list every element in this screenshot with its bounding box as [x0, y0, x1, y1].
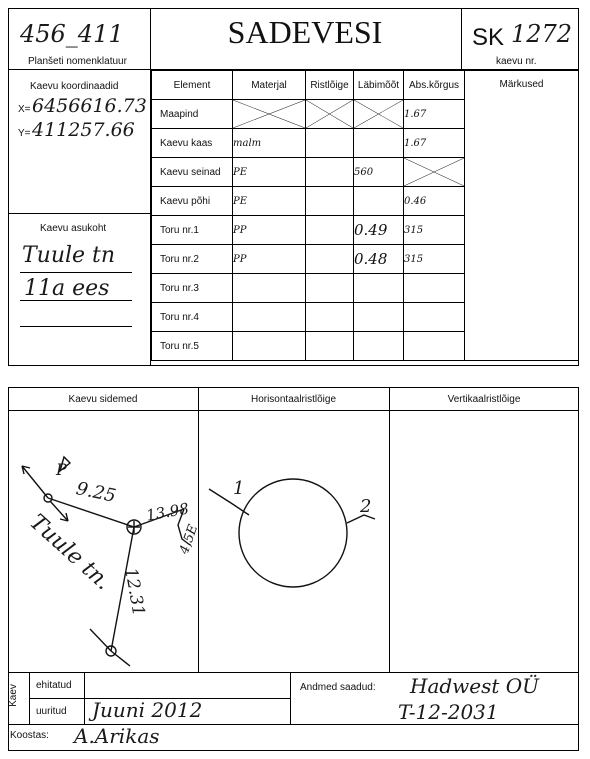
row-element: Kaevu seinad	[152, 158, 233, 187]
built-label: ehitatud	[36, 680, 72, 691]
data-from-label: Andmed saadud:	[300, 682, 376, 693]
row-element: Kaevu kaas	[152, 129, 233, 158]
nomenclature-label: Planšeti nomenklatuur	[28, 56, 127, 67]
location-divider	[8, 213, 151, 214]
compiled-value: A.Arikas	[74, 724, 160, 748]
footer-top-rule	[8, 672, 579, 673]
horizontal-section-drawing	[199, 411, 389, 672]
row-ristloige	[306, 187, 354, 216]
row-element: Toru nr.3	[152, 274, 233, 303]
row-abs: 315	[404, 245, 465, 274]
well-prefix: SK	[472, 24, 505, 51]
row-abs: 0.46	[404, 187, 465, 216]
footer-data-col	[290, 672, 291, 724]
row-element: Toru nr.4	[152, 303, 233, 332]
coords-x-prefix: X=	[18, 104, 31, 115]
table-header-row	[152, 71, 579, 100]
nomenclature-value: 456_411	[20, 20, 124, 48]
crossed-cell	[404, 158, 465, 187]
coords-y-value: 411257.66	[32, 119, 135, 141]
connections-title: Kaevu sidemed	[68, 394, 138, 405]
location-line1: Tuule tn	[22, 243, 116, 268]
th-markused: Märkused	[465, 71, 579, 361]
coords-label: Kaevu koordinaadid	[30, 81, 119, 92]
th-labimoot: Läbimõõt	[354, 71, 404, 100]
surveyed-label: uuritud	[36, 706, 67, 717]
row-materjal: malm	[233, 129, 306, 158]
sketch-dist1: 9.25	[74, 478, 118, 507]
coords-x-value: 6456616.73	[32, 95, 147, 117]
row-labimoot	[354, 187, 404, 216]
sketch-mark-e: 4,5E	[176, 522, 202, 557]
section-divider-2	[389, 387, 390, 672]
row-abs: 1.67	[404, 129, 465, 158]
location-line2: 11a ees	[24, 276, 110, 301]
row-abs: 1.67	[404, 100, 465, 129]
location-rule3	[20, 326, 132, 327]
row-materjal: PE	[233, 158, 306, 187]
vertical-section-title: Vertikaalristlõige	[447, 394, 521, 405]
elements-table	[151, 70, 579, 361]
row-ristloige	[306, 245, 354, 274]
th-ristloige: Ristlõige	[306, 71, 354, 100]
th-element: Element	[152, 71, 233, 100]
row-element: Toru nr.1	[152, 216, 233, 245]
sketch-street: Tuule tn.	[24, 509, 116, 596]
row-ristloige	[306, 158, 354, 187]
row-element: Toru nr.2	[152, 245, 233, 274]
well-number-label: kaevu nr.	[496, 56, 537, 67]
pipe-2-label: 2	[360, 496, 372, 517]
sketch-dist3: 12.31	[120, 566, 149, 618]
location-label: Kaevu asukoht	[40, 223, 107, 234]
page-title: SADEVESI	[227, 14, 383, 50]
pipe-1-label: 1	[233, 478, 245, 499]
sketch-mark-p: P	[56, 460, 67, 479]
row-ristloige	[306, 216, 354, 245]
row-materjal: PP	[233, 216, 306, 245]
row-materjal: PE	[233, 187, 306, 216]
row-labimoot: 0.48	[354, 245, 404, 274]
well-circle	[239, 479, 347, 587]
row-labimoot: 0.49	[354, 216, 404, 245]
th-abs: Abs.kõrgus	[404, 71, 465, 100]
row-element: Toru nr.5	[152, 332, 233, 361]
footer-label-col	[84, 672, 85, 724]
row-ristloige	[306, 129, 354, 158]
location-rule2	[20, 300, 132, 301]
location-rule1	[20, 272, 132, 273]
compiled-label: Koostas:	[10, 730, 49, 741]
row-labimoot	[354, 129, 404, 158]
well-number: 1272	[511, 20, 573, 48]
sketch-dist2: 13.98	[144, 499, 191, 525]
row-element: Kaevu põhi	[152, 187, 233, 216]
coords-y-prefix: Y=	[18, 128, 31, 139]
row-element: Maapind	[152, 100, 233, 129]
crossed-cell	[306, 100, 354, 129]
connections-sketch	[8, 411, 198, 672]
row-materjal: PP	[233, 245, 306, 274]
data-from-value1: Hadwest OÜ	[410, 674, 540, 698]
crossed-cell	[233, 100, 306, 129]
row-labimoot: 560	[354, 158, 404, 187]
crossed-cell	[354, 100, 404, 129]
row-abs: 315	[404, 216, 465, 245]
data-from-value2: T-12-2031	[398, 700, 499, 724]
footer-side-label: Kaev	[7, 684, 19, 707]
th-materjal: Materjal	[233, 71, 306, 100]
surveyed-value: Juuni 2012	[92, 698, 203, 722]
horizontal-section-title: Horisontaalristlõige	[250, 394, 337, 405]
